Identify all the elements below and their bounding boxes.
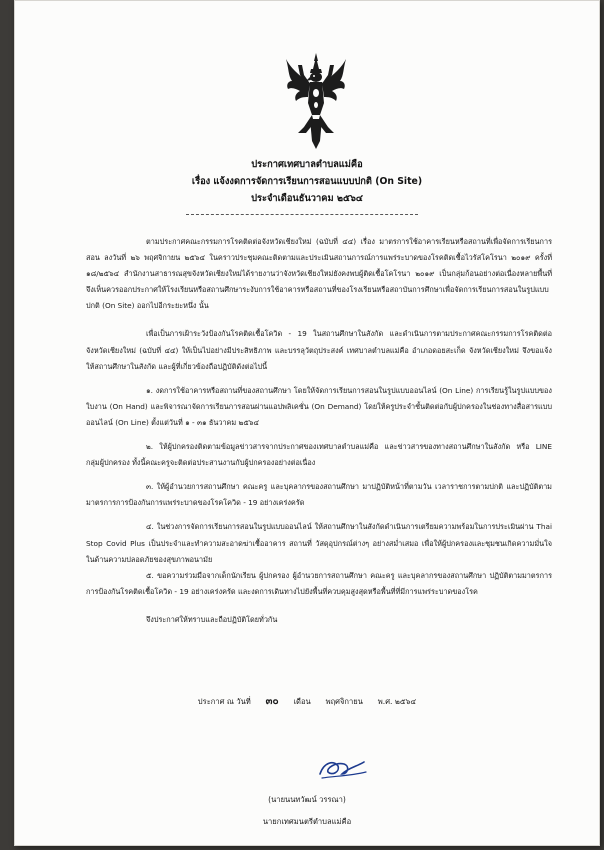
signature-mark [314,752,370,782]
paragraph-item-4: ๔. ในช่วงการจัดการเรียนการสอนในรูปแบบออนไลน์ ให้สถานศึกษาในสังกัดดำเนินการเตรียมความพร้อมในการประเมินผ่าน Thai Stop Covid Plus เป็นประจำและทำความสะอาดฆ่าเชื้ออาคาร สถานที่ วัสดุอุปกรณ์ต่างๆ อย่างสม่ำเสมอ เพื่อให้ผู้ปกครองและชุมชนเกิดความมั่นใจ ในด้านความปลอดภัยของสุขภาพอนามัย [86,522,552,564]
signer-name: (นายนนทวัฒน์ วรรณา) [268,795,346,804]
date-prefix: ประกาศ ณ วันที่ [197,697,251,706]
paragraph-item-1: ๑. งดการใช้อาคารหรือสถานที่ของสถานศึกษา โดยให้จัดการเรียนการสอนในรูปแบบออนไลน์ (On Line) การเรียนรู้ในรูปแบบของใบงาน (On Hand) และพิจารณาจัดการเรียนการสอนผ่านแอปพลิเคชั่น (On Demand) โดยให้ครูประจำชั้นติดต่อกับผู้ปกครองในช่องทางสื่อสารแบบออนไลน์ (On Line) ตั้งแต่วันที่ ๑ - ๓๑ ธันวาคม ๒๕๖๔ [86,385,552,427]
date-day: ๓๐ [265,696,279,707]
document-header [14,156,600,207]
signer-block [14,789,600,833]
issuer-title: ประกาศเทศบาลตำบลแม่คือ [251,159,363,170]
document-page [14,0,600,846]
paragraph-purpose: เพื่อเป็นการเฝ้าระวังป้องกันโรคติดเชื้อโควิด - 19 ในสถานศึกษาในสังกัด และดำเนินการตามประกาศคณะกรรมการโรคติดต่อจังหวัดเชียงใหม่ (ฉบับที่ ๔๔) ให้เป็นไปอย่างมีประสิทธิภาพ และบรรลุวัตถุประสงค์ เทศบาลตำบลแม่คือ อำเภอดอยสะเก็ด จังหวัดเชียงใหม่ จึงขอแจ้งให้สถานศึกษาในสังกัด และผู้ที่เกี่ยวข้องถือปฏิบัติดังต่อไปนี้ [86,329,552,371]
subject-title: เรื่อง แจ้งงดการจัดการเรียนการสอนแบบปกติ (On Site) [191,176,423,187]
closing-statement: จึงประกาศให้ทราบและถือปฏิบัติโดยทั่วกัน [146,614,278,624]
paragraph-item-2: ๒. ให้ผู้ปกครองติดตามข้อมูลข่าวสารจากประกาศของเทศบาลตำบลแม่คือ และข่าวสารของทางสถานศึกษาในสังกัด หรือ LINE กลุ่มผู้ปกครอง ทั้งนี้คณะครูจะติดต่อประสานงานกับผู้ปกครองอย่างต่อเนื่อง [86,442,552,468]
announcement-date [14,694,600,709]
date-month-label: เดือน [293,697,311,706]
signer-position: นายกเทศมนตรีตำบลแม่คือ [262,817,352,826]
date-year: พ.ศ. ๒๕๖๔ [377,697,417,706]
period-title: ประจำเดือนธันวาคม ๒๕๖๔ [251,193,363,204]
paragraph-item-5: ๕. ขอความร่วมมือจากเด็กนักเรียน ผู้ปกครอง ผู้อำนวยการสถานศึกษา คณะครู และบุคลากรของสถานศึกษา ปฏิบัติตามมาตรการการป้องกันโรคติดเชื้อโควิด - 19 อย่างเคร่งครัด และงดการเดินทางไปยังพื้นที่ควบคุมสูงสุดหรือพื้นที่ที่มีการแพร่ระบาดของโรค [86,570,552,596]
garuda-emblem-icon [284,53,348,151]
paragraph-background: ตามประกาศคณะกรรมการโรคติดต่อจังหวัดเชียงใหม่ (ฉบับที่ ๔๔) เรื่อง มาตรการใช้อาคารเรียนหรือสถานที่เพื่อจัดการเรียนการสอน ลงวันที่ ๒๖ พฤศจิกายน ๒๕๖๔ ในคราวประชุมคณะติดตามและประเมินสถานการณ์การแพร่ระบาดของโรคติดเชื้อไวรัสโคโรนา ๒๐๑๙ ครั้งที่ ๑๘/๒๕๖๔ สำนักงานสาธารณสุขจังหวัดเชียงใหม่ได้รายงานว่าจังหวัดเชียงใหม่ยังคงพบผู้ติดเชื้อโคโรนา ๒๐๑๙ เป็นกลุ่มก้อนอย่างต่อเนื่องหลายพื้นที่ จึงเห็นควรออกประกาศให้โรงเรียนหรือสถานศึกษาระงับการใช้อาคารหรือสถานที่ของโรงเรียนหรือสถาบันการศึกษาเพื่อจัดการเรียนการสอนในรูปแบบปกติ (On Site) ออกไปอีกระยะหนึ่ง นั้น [86,237,552,311]
document-body [86,234,552,628]
paragraph-item-3: ๓. ให้ผู้อำนวยการสถานศึกษา คณะครู และบุคลากรของสถานศึกษา มาปฏิบัติหน้าที่ตามวัน เวลาราชการตามปกติ และปฏิบัติตามมาตรการการป้องกันการแพร่ระบาดของโรคโควิด - 19 อย่างเคร่งครัด [86,482,552,508]
date-month: พฤศจิกายน [325,697,363,706]
header-divider [186,214,418,215]
